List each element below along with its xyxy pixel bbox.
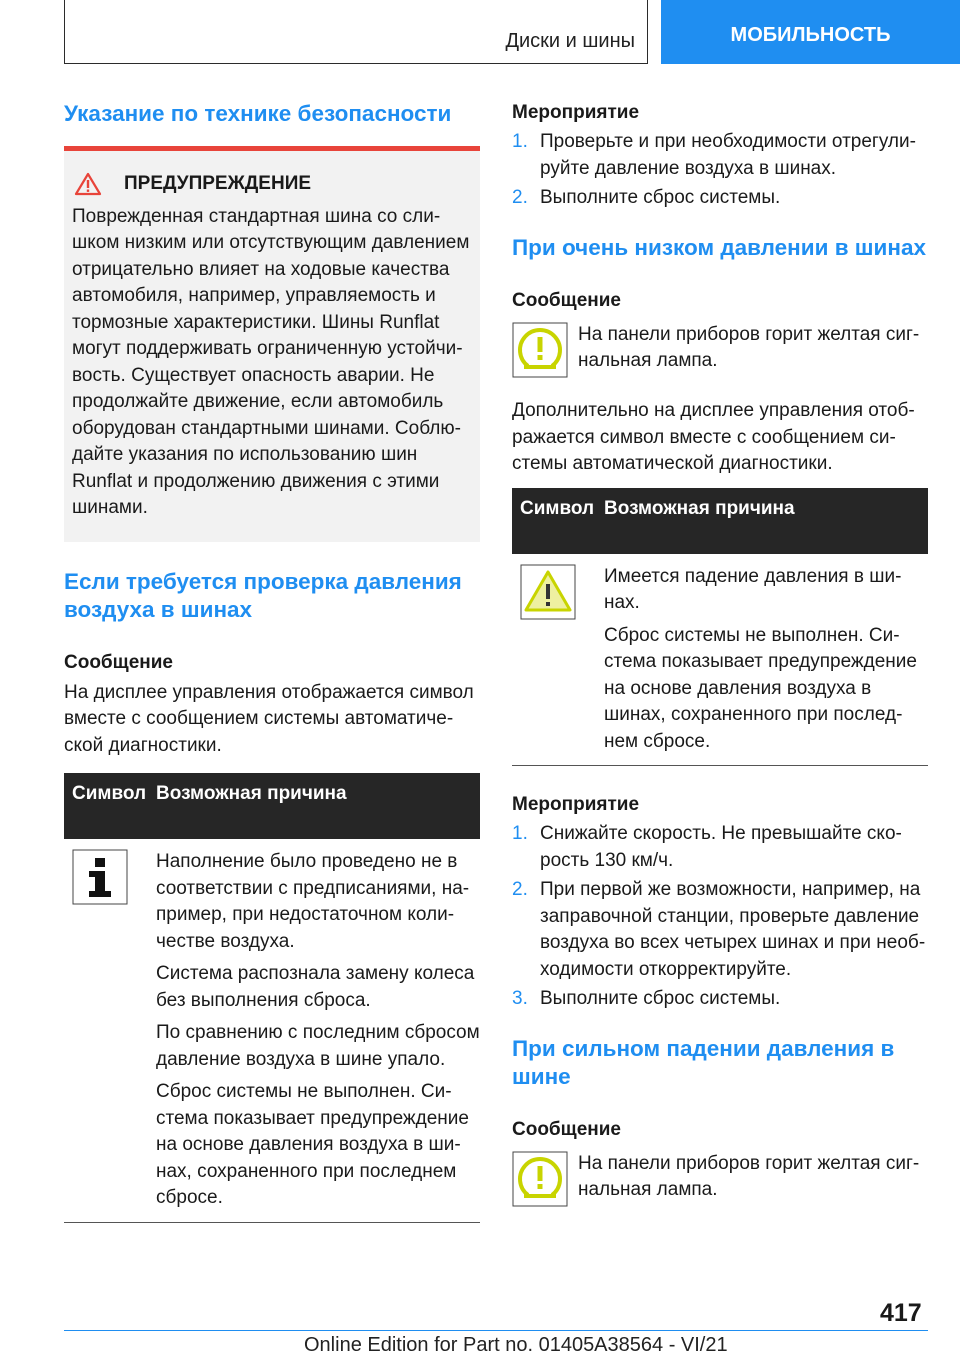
list-item: [512, 986, 928, 1013]
message-text: На дисплее управления отображается символ вместе с сообщением системы автоматической диагностики.: [64, 681, 474, 756]
table-cell-symbol: [520, 564, 604, 756]
cause-text: Сброс системы не выполнен. Система показывает предупреждение на основе давления воздуха в шинах, сохраненного при последнем сбросе.: [604, 624, 917, 752]
message-heading: Сообщение: [64, 651, 173, 673]
lamp-text: На панели приборов горит желтая сигнальная лампа.: [578, 1152, 920, 1200]
measures-heading: Мероприятие: [512, 794, 640, 815]
right-column: [512, 100, 928, 1215]
table-header-symbol: Символ: [520, 497, 595, 519]
list-item: [512, 129, 928, 182]
list-text: При первой же возможности, например, на заправочной станции, проверьте давление воздуха во всех четырех шинах и при необходимости откорректируйте.: [540, 879, 926, 980]
list-text: Проверьте и при необходимости отрегулируйте давление воздуха в шинах.: [540, 131, 916, 179]
header-section-box: [64, 0, 648, 64]
list-item: [512, 877, 928, 983]
tire-pressure-warning-icon: [512, 322, 568, 378]
list-text: Снижайте скорость. Не превышайте скорость 130 км/ч.: [540, 823, 902, 871]
table-cell-causes: [604, 564, 928, 756]
strong-drop-heading: При сильном падении давления в шине: [512, 1035, 895, 1089]
table-row: [512, 554, 928, 767]
list-text: Выполните сброс системы.: [540, 988, 781, 1009]
warning-text: Поврежденная стандартная шина со слишком низким или отсутствующим давлением отрицательно влияет на ходовые качества автомобиля, например, управляемость и тормозные характеристики. Шины Runflat могут поддерживать ограниченную устойчивость. Существует опасность аварии. Не продолжайте движение, если автомобиль оборудован стандартными шинами. Соблюдайте указания по использованию шин Runflat и продолжению движения с этими шинами.: [72, 205, 470, 518]
cause-text: Система распознала замену колеса без выполнения сброса.: [156, 963, 475, 1011]
display-text: Дополнительно на дисплее управления отображается символ вместе с сообщением системы автоматической диагностики.: [512, 400, 915, 474]
warning-box: [64, 151, 480, 542]
list-number: 3.: [512, 988, 528, 1009]
cause-table-right: [512, 488, 928, 767]
table-cell-causes: [156, 849, 480, 1212]
warning-title: ПРЕДУПРЕЖДЕНИЕ: [124, 173, 312, 194]
footer-edition: Online Edition for Part no. 01405A38564 - VI/21: [304, 1334, 728, 1356]
lamp-text: На панели приборов горит желтая сигнальная лампа.: [578, 323, 920, 371]
list-item: [512, 185, 928, 212]
cause-text: Сброс системы не выполнен. Система показывает предупреждение на основе давления воздуха в шинах, сохраненного при последнем сбросе.: [156, 1081, 469, 1208]
lamp-icon-cell: [512, 322, 578, 387]
lamp-message-row: [512, 322, 928, 387]
message-heading: Сообщение: [512, 1118, 621, 1140]
list-number: 1.: [512, 823, 528, 844]
message-heading: Сообщение: [512, 289, 621, 311]
list-text: Выполните сброс системы.: [540, 187, 781, 208]
tire-pressure-warning-icon: [512, 1151, 568, 1207]
table-header-cause: Возможная причина: [604, 497, 795, 519]
left-column: [64, 100, 480, 1223]
lamp-message-row: [512, 1151, 928, 1216]
table-row: [64, 839, 480, 1223]
cause-table-left: [64, 773, 480, 1223]
list-item: [512, 821, 928, 874]
table-header: [512, 488, 928, 554]
table-cell-symbol: [72, 849, 156, 1212]
warning-title-row: [72, 171, 472, 198]
measures-heading: Мероприятие: [512, 102, 640, 123]
table-header-cause: Возможная причина: [156, 783, 347, 804]
warning-triangle-icon: [520, 564, 576, 620]
table-header: [64, 773, 480, 839]
measures-list: [512, 129, 928, 212]
section-title: Диски и шины: [505, 30, 635, 52]
measures-list: [512, 821, 928, 1013]
list-number: 1.: [512, 131, 528, 152]
lamp-icon-cell: [512, 1151, 578, 1216]
very-low-heading: При очень низком давлении в шинах: [512, 234, 926, 260]
safety-heading: Указание по технике безопасности: [64, 101, 452, 126]
cause-text: Имеется падение давления в шинах.: [604, 565, 902, 613]
page-number: 417: [880, 1299, 922, 1327]
table-header-symbol: Символ: [72, 783, 147, 804]
info-icon: [72, 849, 128, 905]
check-pressure-heading: Если требуется проверка давления воздуха в шинах: [64, 568, 462, 622]
list-number: 2.: [512, 879, 528, 900]
list-number: 2.: [512, 187, 528, 208]
warning-triangle-icon: [74, 172, 102, 196]
cause-text: Наполнение было проведено не в соответствии с предписаниями, например, при недостаточном количестве воздуха.: [156, 851, 470, 952]
cause-text: По сравнению с последним сбросом давление воздуха в шине упало.: [156, 1022, 480, 1070]
chapter-tab[interactable]: МОБИЛЬНОСТЬ: [661, 0, 960, 64]
footer-rule: [64, 1330, 928, 1331]
